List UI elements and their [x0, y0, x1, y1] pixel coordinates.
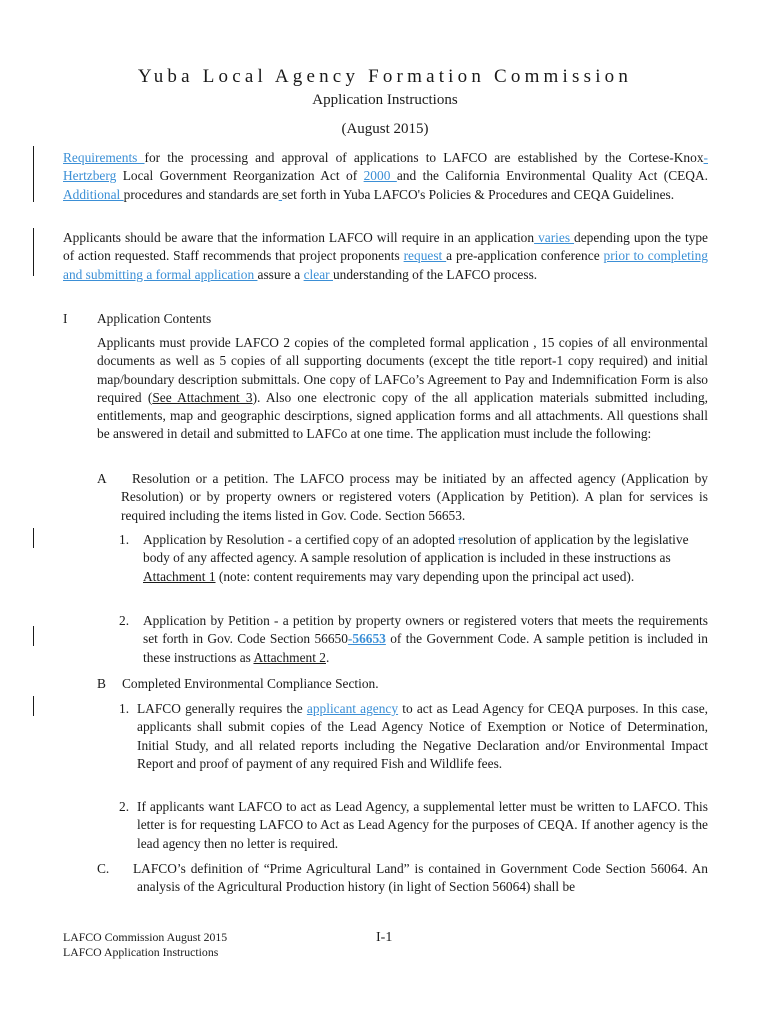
- item-a-text: Resolution or a petition. The LAFCO process may be initiated by an affected agency (Application by Resolution) or by property owners or registered voters (Application by Petition). A plan for services is required including the items listed in Gov. Code. Section 56653.: [121, 471, 708, 523]
- intro-paragraph-2: [63, 229, 708, 284]
- item-c-text: LAFCO’s definition of “Prime Agricultural Land” is contained in Government Code Section 56064. An analysis of the Agricultural Production history (in light of Section 56064) shall be: [133, 861, 708, 895]
- list-number: 1.: [119, 701, 130, 716]
- footer-line-1: LAFCO Commission August 2015: [63, 930, 228, 944]
- paragraph-text: .: [325, 649, 330, 665]
- paragraph-text: procedures and standards are: [123, 186, 279, 202]
- paragraph-text: Local Government Reorganization Act of: [116, 168, 364, 184]
- item-a2-text: [143, 612, 708, 667]
- inserted-text: clear: [303, 266, 333, 282]
- document-title: Yuba Local Agency Formation Commission: [137, 66, 633, 87]
- item-letter-a: A: [97, 471, 107, 486]
- list-number: 2.: [119, 799, 130, 814]
- paragraph-text: a pre-application conference: [446, 248, 604, 264]
- document-date: (August 2015): [341, 121, 429, 137]
- document-subtitle: Application Instructions: [312, 92, 458, 108]
- paragraph-text: depending upon the type of action requested. Staff recommends that project proponents: [63, 230, 708, 264]
- section-numeral: I: [63, 311, 68, 326]
- inserted-text: 2000: [363, 168, 397, 184]
- paragraph-text: ). Also one electronic copy of the all application materials submitted including, entitlements, map and geographic descirptions, signed application forms and all attachments. All questions shall be answered in detail and submitted to LAFCo at one time. The application must include the following:: [97, 389, 708, 442]
- item-b1-text: [137, 700, 708, 773]
- paragraph-text: (note: content requirements may vary depending upon the principal act used).: [215, 568, 635, 584]
- section-heading: Application Contents: [97, 311, 212, 326]
- list-number: 2.: [119, 613, 130, 628]
- intro-paragraph-1: [63, 149, 708, 204]
- attachment-3-reference: See Attachment 3: [152, 389, 253, 405]
- page-number: I-1: [376, 930, 393, 945]
- paragraph-text: Applicants must provide LAFCO 2 copies of the completed formal application , 15 copies of all environmental documents as well as 5 copies of all supporting documents (except the title report-1 copy required) and initial map/boundary description submittals. One copy of LAFCo’s Agreement to Pay and Indemnification Form is also required (: [97, 335, 708, 405]
- item-b2-text: If applicants want LAFCO to act as Lead Agency, a supplemental letter must be written to LAFCO. This letter is for requesting LAFCO to Act as Lead Agency for the purposes of CEQA. If another agency is the lead agency then no letter is required.: [137, 799, 708, 851]
- item-b-heading: Completed Environmental Compliance Section.: [122, 676, 379, 691]
- paragraph-text: Application by Resolution - a certified copy of an adopted: [143, 532, 459, 547]
- paragraph-text: Applicants should be aware that the information LAFCO will require in an application: [63, 230, 535, 245]
- attachment-1-reference: Attachment 1: [143, 568, 216, 584]
- change-bar: [33, 228, 34, 276]
- paragraph-text: resolution of application by the legislative body of any affected agency. A sample resolution of application is included in these instructions as: [143, 532, 689, 566]
- inserted-text: -56653: [347, 631, 386, 647]
- paragraph-text: Application by Petition - a petition by property owners or registered voters that meets the requirements set forth in Gov. Code Section 56650: [143, 613, 708, 647]
- paragraph-text: LAFCO generally requires the: [137, 701, 307, 716]
- paragraph-text: to act as Lead Agency for CEQA purposes. In this case, applicants shall submit copies of the Lead Agency Notice of Exemption or Notice of Determination, Initial Study, and all related reports including the Negative Declaration and/or Environmental Impact Report and proof of payment of any required Fish and Wildlife fees.: [137, 701, 709, 771]
- item-a1-text: [143, 531, 708, 586]
- deleted-text: r: [458, 532, 463, 547]
- inserted-text: Additional: [63, 186, 124, 202]
- item-letter-c: C.: [97, 861, 110, 876]
- item-letter-b: B: [97, 676, 106, 691]
- paragraph-text: of the Government Code. A sample petition is included in these instructions as: [143, 631, 708, 665]
- change-bar: [33, 696, 34, 716]
- paragraph-text: understanding of the LAFCO process.: [332, 266, 538, 282]
- inserted-text: request: [403, 248, 447, 264]
- change-bar: [33, 626, 34, 646]
- section-body: [97, 334, 708, 444]
- change-bar: [33, 146, 34, 202]
- paragraph-text: assure a: [257, 266, 304, 282]
- inserted-text: -Hertzberg: [63, 150, 708, 184]
- paragraph-text: set forth in Yuba LAFCO's Policies & Procedures and CEQA Guidelines.: [282, 186, 675, 202]
- paragraph-text: for the processing and approval of applications to LAFCO are established by the Cortese-Knox: [144, 150, 704, 165]
- footer-line-2: LAFCO Application Instructions: [63, 945, 219, 959]
- inserted-text: Requirements: [63, 150, 145, 165]
- list-number: 1.: [119, 532, 130, 547]
- inserted-text: varies: [534, 230, 575, 245]
- attachment-2-reference: Attachment 2: [253, 649, 326, 665]
- inserted-text: prior to completing and submitting a formal application: [63, 248, 708, 282]
- paragraph-text: and the California Environmental Quality Act (CEQA.: [396, 168, 708, 184]
- inserted-text: applicant agency: [306, 701, 399, 716]
- change-bar: [33, 528, 34, 548]
